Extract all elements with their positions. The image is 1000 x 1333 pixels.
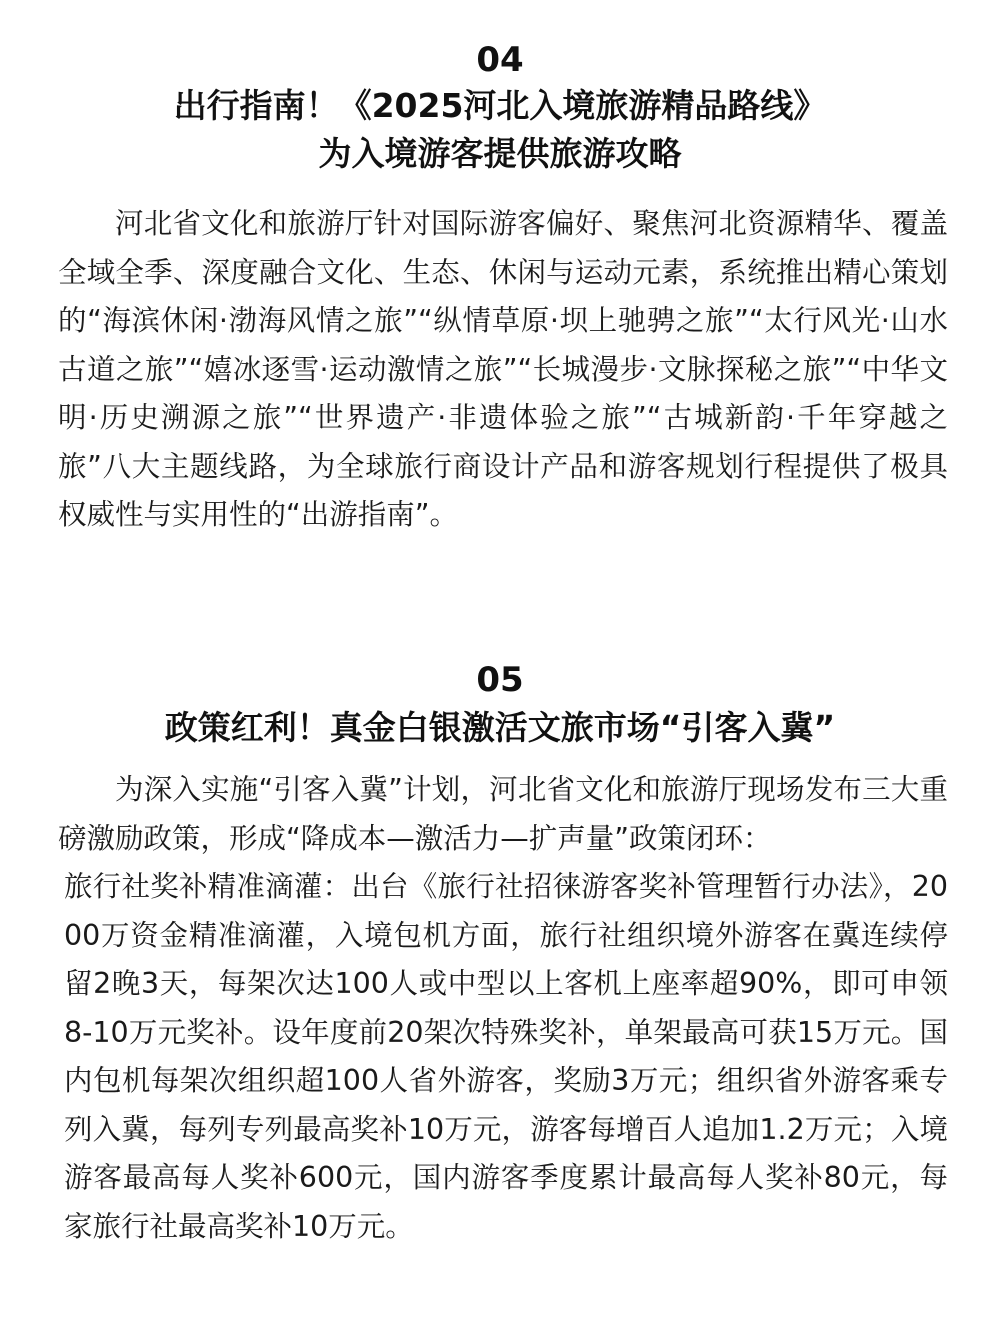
- section-number: 04: [476, 40, 524, 80]
- section-title: 政策红利！真金白银激活文旅市场“引客入冀”: [164, 708, 836, 747]
- section-title-line-1: 出行指南！《2025河北入境旅游精品路线》: [173, 86, 827, 125]
- section-paragraph: 河北省文化和旅游厅针对国际游客偏好、聚焦河北资源精华、覆盖全域全季、深度融合文化、生态、休闲与运动元素，系统推出精心策划的“海滨休闲·渤海风情之旅”“纵情草原·坝上驰骋之旅”“太行风光·山水古道之旅”“嬉冰逐雪·运动激情之旅”“长城漫步·文脉探秘之旅”“中华文明·历史溯源之旅”“世界遗产·非遗体验之旅”“古城新韵·千年穿越之旅”八大主题线路，为全球旅行商设计产品和游客规划行程提供了极具权威性与实用性的“出游指南”。: [58, 207, 948, 531]
- section-paragraph-intro: 为深入实施“引客入冀”计划，河北省文化和旅游厅现场发布三大重磅激励政策，形成“降成本—激活力—扩声量”政策闭环：: [58, 773, 948, 855]
- section-05: [0, 658, 1000, 1251]
- section-paragraph-policy: 旅行社奖补精准滴灌：出台《旅行社招徕游客奖补管理暂行办法》，2000万资金精准滴灌，入境包机方面，旅行社组织境外游客在冀连续停留2晚3天，每架次达100人或中型以上客机上座率超90%，即可申领8-10万元奖补。设年度前20架次特殊奖补，单架最高可获15万元。国内包机每架次组织超100人省外游客，奖励3万元；组织省外游客乘专列入冀，每列专列最高奖补10万元，游客每增百人追加1.2万元；入境游客最高每人奖补600元，国内游客季度累计最高每人奖补80元，每家旅行社最高奖补10万元。: [64, 870, 948, 1243]
- section-number: 05: [476, 660, 524, 700]
- section-title-line-2: 为入境游客提供旅游攻略: [318, 134, 682, 173]
- section-04: [0, 38, 1000, 540]
